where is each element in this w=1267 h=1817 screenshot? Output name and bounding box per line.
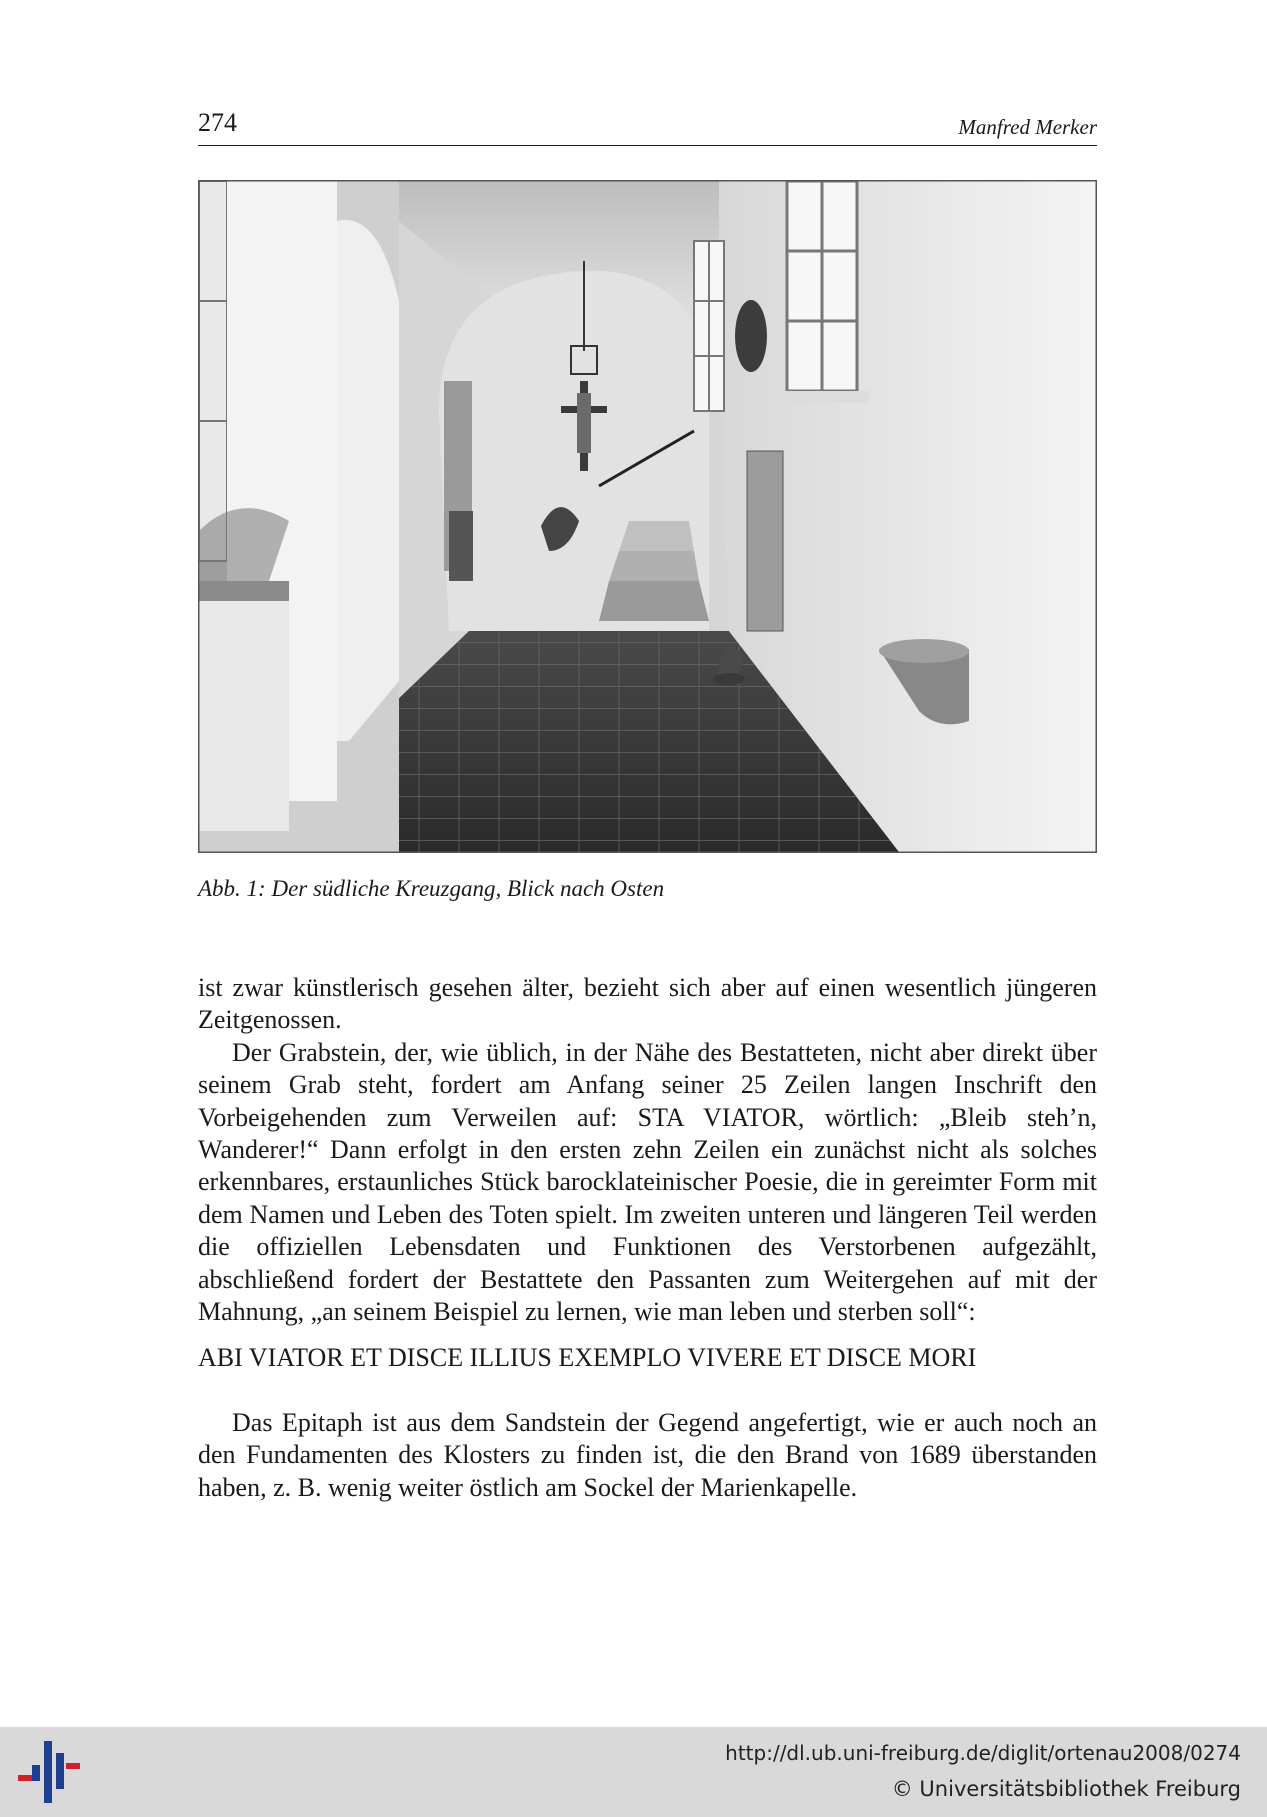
latin-inscription-quote: ABI VIATOR ET DISCE ILLIUS EXEMPLO VIVERE ET DISCE MORI bbox=[198, 1343, 977, 1373]
page-number: 274 bbox=[198, 108, 237, 137]
library-logo-icon bbox=[16, 1739, 82, 1805]
running-head-author: Manfred Merker bbox=[958, 115, 1097, 139]
footer-bar bbox=[0, 1727, 1267, 1817]
footer-url-link[interactable]: http://dl.ub.uni-freiburg.de/diglit/ortenau2008/0274 bbox=[725, 1741, 1241, 1765]
paragraph-1: ist zwar künstlerisch gesehen älter, bezieht sich aber auf einen wesentlich jüngeren Zeitgenossen. bbox=[198, 973, 1097, 1035]
figure-caption: Abb. 1: Der südliche Kreuzgang, Blick nach Osten bbox=[198, 876, 665, 901]
paragraph-3: Das Epitaph ist aus dem Sandstein der Gegend angefertigt, wie er auch noch an den Fundamenten des Klosters zu finden ist, die den Brand von 1689 überstanden haben, z. B. wenig weiter östlich am Sockel der Marienkapelle. bbox=[198, 1407, 1097, 1502]
paragraph-2: Der Grabstein, der, wie üblich, in der Nähe des Bestatteten, nicht aber direkt über seinem Grab steht, fordert am Anfang seiner 25 Zeilen langen Inschrift den Vorbeigehenden zum Verweilen auf: STA VIATOR, wörtlich: „Bleib steh’n, Wanderer!“ Dann erfolgt in den ersten zehn Zeilen ein zunächst nicht als solches erkennbares, erstaunliches Stück barocklateinischer Poesie, die in gereimter Form mit dem Namen und Leben des Toten spielt. Im zweiten unteren und längeren Teil werden die offiziellen Lebensdaten und Funktionen des Verstorbenen aufgezählt, abschließend fordert der Bestattete den Passanten zum Weitergehen auf mit der Mahnung, „an seinem Beispiel zu lernen, wie man leben und sterben soll“: bbox=[198, 1037, 1097, 1327]
cloister-photograph bbox=[198, 180, 1097, 853]
footer-copyright: © Universitätsbibliothek Freiburg bbox=[891, 1777, 1241, 1801]
header-rule bbox=[198, 145, 1097, 146]
body-text bbox=[198, 972, 1097, 1504]
